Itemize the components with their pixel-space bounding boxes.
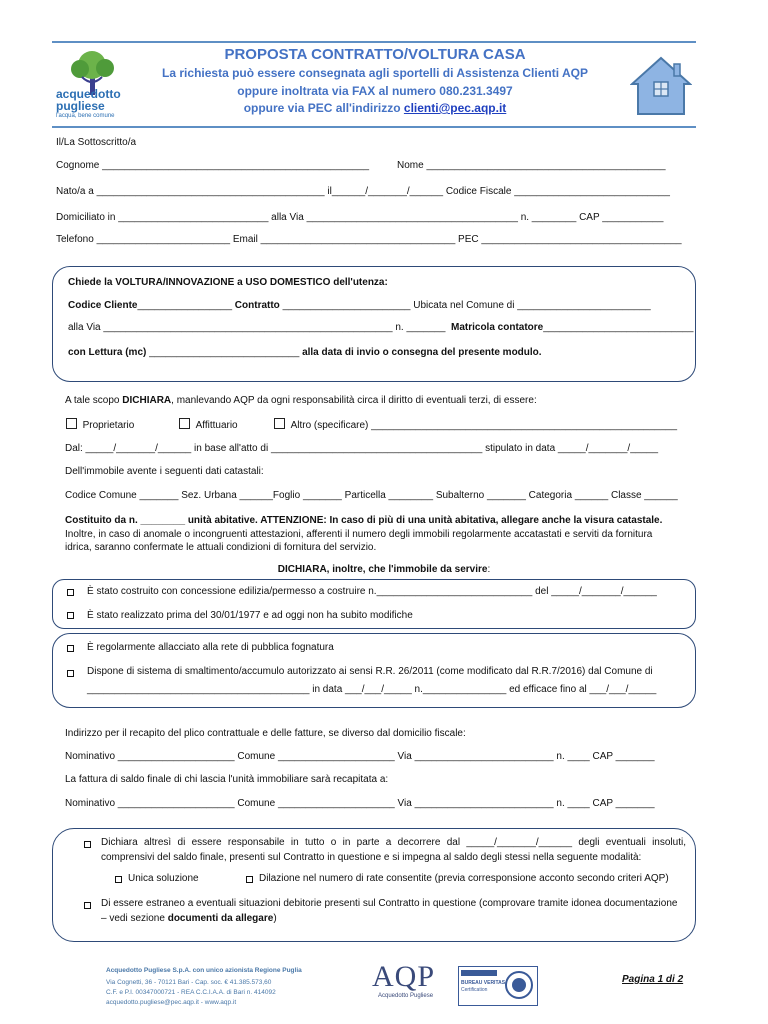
applicant-intro: Il/La Sottoscritto/a xyxy=(56,137,137,148)
responsabile-text-1: Dichiara altresì di essere responsabile in tutto o in parte a decorrere dal _____/_______/______ degli eventuali insoluti, xyxy=(101,837,686,848)
header-line-2: oppure inoltrata via FAX al numero 080.231.3497 xyxy=(237,84,513,98)
nascita-field[interactable]: Nato/a a _________________________________________ il______/_______/______ Codice Fiscale ____________________________ xyxy=(56,186,670,197)
page-title: PROPOSTA CONTRATTO/VOLTURA CASA xyxy=(224,46,526,63)
fognatura-checkbox[interactable] xyxy=(67,645,74,652)
fognatura-text: È regolarmente allacciato alla rete di pubblica fognatura xyxy=(87,642,334,653)
smaltimento-checkbox[interactable] xyxy=(67,670,74,677)
dichiara-immobile-bold: DICHIARA, inoltre, che l'immobile da servire xyxy=(277,564,488,575)
codice-cliente-label: Codice Cliente xyxy=(68,300,138,311)
recapito-intro: Indirizzo per il recapito del plico contrattuale e delle fatture, se diverso dal domicilio fiscale: xyxy=(65,728,466,739)
domicilio-field[interactable]: Domiciliato in ___________________________ alla Via ______________________________________ n. ________ CAP ___________ xyxy=(56,212,664,223)
codice-cliente-blank: _________________ xyxy=(137,300,235,311)
unica-soluzione-checkbox[interactable] xyxy=(115,876,122,883)
via-matricola-row[interactable] xyxy=(68,322,693,334)
affittuario-label: Affittuario xyxy=(195,420,238,431)
altro-option xyxy=(274,418,677,432)
bureau-veritas-badge xyxy=(458,966,538,1006)
costituito-row: Costituito da n. ________ unità abitative. ATTENZIONE: In caso di più di una unità abitativa, allegare anche la visura catastale. xyxy=(65,515,663,526)
page-number: Pagina 1 di 2 xyxy=(622,974,684,985)
footer-address-2: C.F. e P.I. 00347000721 - REA C.C.I.A.A. di Bari n. 414092 xyxy=(106,989,276,996)
dal-row[interactable]: Dal: _____/_______/______ in base all'atto di ______________________________________ stipulato in data _____/_______/_____ xyxy=(65,443,659,454)
responsabile-checkbox[interactable] xyxy=(84,841,91,848)
dilazione-checkbox[interactable] xyxy=(246,876,253,883)
bv-stripe-icon xyxy=(461,970,497,976)
estraneo-checkbox[interactable] xyxy=(84,902,91,909)
house-icon xyxy=(630,56,692,116)
pec-email-link[interactable]: clienti@pec.aqp.it xyxy=(403,101,507,115)
pre-1977-checkbox[interactable] xyxy=(67,612,74,619)
altro-label: Altro (specificare) _______________________________________________________ xyxy=(290,420,678,431)
contratto-label: Contratto xyxy=(234,300,280,311)
affittuario-option xyxy=(179,418,238,432)
estraneo-text-2-pre: – vedi sezione xyxy=(101,913,168,924)
header-line-3 xyxy=(140,101,610,116)
nome-field[interactable]: Nome ___________________________________________ xyxy=(397,160,666,171)
concessione-checkbox[interactable] xyxy=(67,589,74,596)
header-line-1: La richiesta può essere consegnata agli sportelli di Assistenza Clienti AQP xyxy=(162,66,588,80)
voltura-heading: Chiede la VOLTURA/INNOVAZIONE a USO DOMESTICO dell'utenza: xyxy=(68,277,388,288)
contratto-blank: _______________________ Ubicata nel Comune di ________________________ xyxy=(279,300,651,311)
via-field: alla Via ____________________________________________________ n. _______ xyxy=(68,322,446,333)
unica-soluzione-label: Unica soluzione xyxy=(128,873,199,884)
footer-address-3: acquedotto.pugliese@pec.aqp.it - www.aqp.it xyxy=(106,999,237,1006)
aqp-logo: AQP xyxy=(372,960,436,993)
lettura-suffix: alla data di invio o consegna del presente modulo. xyxy=(302,347,542,358)
matricola-blank: ___________________________ xyxy=(543,322,694,333)
codice-cliente-row[interactable] xyxy=(68,300,651,312)
dichiara-intro-post: , manlevando AQP da ogni responsabilità circa il diritto di eventuali terzi, di essere: xyxy=(171,395,537,406)
documenti-da-allegare: documenti da allegare xyxy=(167,913,274,924)
estraneo-text-2 xyxy=(101,913,277,925)
catastali-intro: Dell'immobile avente i seguenti dati catastali: xyxy=(65,466,264,477)
logo-tagline: l'acqua, bene comune xyxy=(56,113,115,119)
bv-text: BUREAU VERITAS xyxy=(461,980,506,986)
footer-address-1: Via Cognetti, 36 - 70121 Bari - Cap. soc. € 41.385.573,60 xyxy=(106,979,272,986)
altro-checkbox[interactable] xyxy=(274,418,285,429)
responsabile-text-2: comprensivi del saldo finale, presenti sul Contratto in questione e si impegna al saldo degli stessi nella seguente modalità: xyxy=(101,852,642,863)
telefono-email-pec-field[interactable]: Telefono ________________________ Email ___________________________________ PEC ____________________________________ xyxy=(56,234,682,245)
bv-seal-icon xyxy=(504,970,534,1000)
smaltimento-text: Dispone di sistema di smaltimento/accumulo autorizzato ai sensi R.R. 26/2011 (come modificato dal R.R.7/2016) dal Comune di xyxy=(87,666,653,677)
affittuario-checkbox[interactable] xyxy=(179,418,190,429)
dichiara-intro xyxy=(65,395,537,407)
titolo-options xyxy=(66,418,134,432)
aqp-logo-sub: Acquedotto Pugliese xyxy=(378,993,434,999)
inoltre-line-2: idrica, saranno confermate le attuali condizioni di fornitura del servizio. xyxy=(65,542,377,553)
dichiara-immobile-suffix: : xyxy=(487,564,491,575)
estraneo-text-2-post: ) xyxy=(273,913,277,924)
footer-company: Acquedotto Pugliese S.p.A. con unico azionista Regione Puglia xyxy=(106,967,302,974)
matricola-label: Matricola contatore xyxy=(450,322,544,333)
estraneo-text-1: Di essere estraneo a eventuali situazioni debitorie presenti sul Contratto in questione (comprovare tramite idonea documentazione xyxy=(101,898,678,909)
lettura-blank: ___________________________ xyxy=(146,347,303,358)
proprietario-checkbox[interactable] xyxy=(66,418,77,429)
cognome-field[interactable]: Cognome ________________________________________________ xyxy=(56,160,370,171)
inoltre-line-1: Inoltre, in caso di anomale o incongruenti attestazioni, afferenti il numero degli immobili regolarmente accatastati e serviti da fornitura xyxy=(65,529,653,540)
saldo-row[interactable]: Nominativo _____________________ Comune _____________________ Via _________________________ n. ____ CAP _______ xyxy=(65,798,655,809)
dichiara-intro-bold: DICHIARA xyxy=(122,395,172,406)
dichiara-immobile-heading xyxy=(0,564,768,576)
catastali-row[interactable]: Codice Comune _______ Sez. Urbana ______Foglio _______ Particella ________ Subalterno _______ Categoria ______ Classe ______ xyxy=(65,490,678,501)
company-logo xyxy=(52,47,132,123)
smaltimento-details[interactable]: ________________________________________ in data ___/___/_____ n._______________ ed efficace fino al ___/___/_____ xyxy=(87,684,657,695)
recapito-row[interactable]: Nominativo _____________________ Comune _____________________ Via _________________________ n. ____ CAP _______ xyxy=(65,751,655,762)
logo-name-2: pugliese xyxy=(56,99,105,113)
dichiara-intro-pre: A tale scopo xyxy=(65,395,123,406)
proprietario-label: Proprietario xyxy=(82,420,135,431)
lettura-label: con Lettura (mc) xyxy=(68,347,147,358)
saldo-intro: La fattura di saldo finale di chi lascia l'unità immobiliare sarà recapitata a: xyxy=(65,774,389,785)
bv-sub: Certification xyxy=(461,987,488,993)
logo-name: acquedotto xyxy=(56,87,121,101)
header-line-3-prefix: oppure via PEC all'indirizzo xyxy=(243,101,404,115)
pre-1977-text: È stato realizzato prima del 30/01/1977 e ad oggi non ha subito modifiche xyxy=(87,610,413,621)
lettura-row[interactable] xyxy=(68,347,542,359)
concessione-text[interactable]: È stato costruito con concessione edilizia/permesso a costruire n.____________________________ del _____/_______/______ xyxy=(87,586,657,597)
dilazione-label: Dilazione nel numero di rate consentite (previa corresponsione acconto secondo criteri AQP) xyxy=(259,873,669,884)
